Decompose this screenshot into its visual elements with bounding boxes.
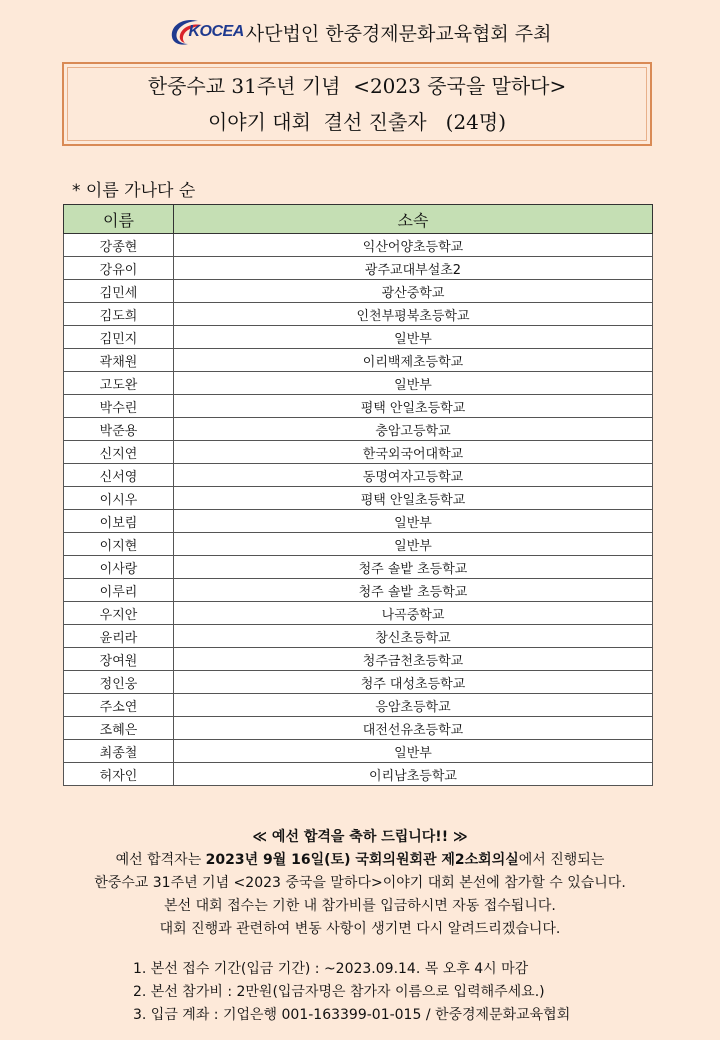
notice-line-1 [0,849,720,872]
finalist-affiliation: 일반부 [174,510,653,533]
finalist-name: 고도완 [64,372,174,395]
finalist-affiliation: 일반부 [174,326,653,349]
table-row [64,648,653,671]
table-row [64,418,653,441]
finalist-affiliation: 광주교대부설초2 [174,257,653,280]
finalist-name: 주소연 [64,694,174,717]
finalist-affiliation: 대전선유초등학교 [174,717,653,740]
table-row [64,579,653,602]
notice-line-2: 한중수교 31주년 기념 <2023 중국을 말하다>이야기 대회 본선에 참가할 수 있습니다. [94,875,626,891]
table-row [64,694,653,717]
title-box [62,62,652,146]
finalist-affiliation: 평택 안일초등학교 [174,395,653,418]
page-header [0,12,720,52]
finalist-affiliation: 익산어양초등학교 [174,234,653,257]
finalist-name: 윤리라 [64,625,174,648]
finalist-name: 조혜은 [64,717,174,740]
table-row [64,395,653,418]
table-row [64,602,653,625]
notice-section [0,826,720,941]
table-row [64,717,653,740]
finalist-affiliation: 청주 솔밭 초등학교 [174,579,653,602]
host-organization: 사단법인 한중경제문화교육협회 주최 [245,22,552,45]
finalist-affiliation: 이리남초등학교 [174,763,653,786]
finalist-affiliation: 광산중학교 [174,280,653,303]
finalist-name: 신지연 [64,441,174,464]
finalist-name: 김민지 [64,326,174,349]
finalist-affiliation: 응암초등학교 [174,694,653,717]
finalist-affiliation: 한국외국어대학교 [174,441,653,464]
table-row [64,763,653,786]
table-row [64,326,653,349]
finalist-affiliation: 청주금천초등학교 [174,648,653,671]
finalist-affiliation: 이리백제초등학교 [174,349,653,372]
table-row [64,464,653,487]
event-date-location: 2023년 9월 16일(토) 국회의원회관 제2소회의실 [205,852,519,868]
finalist-name: 이사랑 [64,556,174,579]
finalist-affiliation: 창신초등학교 [174,625,653,648]
sort-note: * 이름 가나다 순 [72,181,196,201]
table-row [64,625,653,648]
finalist-name: 최종철 [64,740,174,763]
table-row [64,280,653,303]
table-row [64,740,653,763]
finalist-name: 신서영 [64,464,174,487]
title-line-2: 이야기 대회 결선 진출자 (24명) [207,110,507,134]
finalist-name: 이보림 [64,510,174,533]
column-header-affiliation: 소속 [174,205,653,234]
title-line-1: 한중수교 31주년 기념 <2023 중국을 말하다> [147,74,567,98]
finalist-name: 김민세 [64,280,174,303]
finalists-table [63,204,653,786]
table-row [64,349,653,372]
notice-line-4: 대회 진행과 관련하여 변동 사항이 생기면 다시 알려드리겠습니다. [159,921,561,937]
finalist-name: 정인웅 [64,671,174,694]
table-row [64,372,653,395]
logo-text: KOCEA [188,23,244,40]
finalist-affiliation: 일반부 [174,372,653,395]
table-row [64,487,653,510]
finalist-affiliation: 충암고등학교 [174,418,653,441]
finalist-name: 박수린 [64,395,174,418]
finalist-name: 김도희 [64,303,174,326]
table-row [64,533,653,556]
table-row [64,510,653,533]
finalist-affiliation: 평택 안일초등학교 [174,487,653,510]
table-row [64,303,653,326]
finalist-name: 곽채원 [64,349,174,372]
finalist-name: 이시우 [64,487,174,510]
kocea-logo [168,17,243,47]
finalist-affiliation: 청주 솔밭 초등학교 [174,556,653,579]
table-header-row [64,205,653,234]
notice-line-1-pre: 예선 합격자는 [115,852,206,868]
info-item-registration-period: 1. 본선 접수 기간(입금 기간) : ~2023.09.14. 목 오후 4시 마감 [133,961,529,977]
notice-line-1-post: 에서 진행되는 [518,852,605,868]
finalist-name: 이루리 [64,579,174,602]
finalist-name: 박준용 [64,418,174,441]
finalist-name: 강유이 [64,257,174,280]
info-list [133,958,570,1027]
column-header-name: 이름 [64,205,174,234]
finalist-affiliation: 일반부 [174,740,653,763]
info-item-bank-account: 3. 입금 계좌 : 기업은행 001-163399-01-015 / 한중경제문화교육협회 [133,1007,571,1023]
table-row [64,671,653,694]
finalist-name: 이지현 [64,533,174,556]
finalist-affiliation: 인천부평북초등학교 [174,303,653,326]
finalist-affiliation: 일반부 [174,533,653,556]
finalist-name: 허자인 [64,763,174,786]
info-item-fee: 2. 본선 참가비 : 2만원(입금자명은 참가자 이름으로 입력해주세요.) [133,984,545,1000]
finalist-affiliation: 나곡중학교 [174,602,653,625]
finalist-affiliation: 청주 대성초등학교 [174,671,653,694]
table-row [64,441,653,464]
table-row [64,257,653,280]
finalist-name: 강종현 [64,234,174,257]
table-row [64,234,653,257]
table-row [64,556,653,579]
finalist-name: 우지안 [64,602,174,625]
finalist-name: 장여원 [64,648,174,671]
congrats-line: ≪ 예선 합격을 축하 드립니다!! ≫ [252,829,468,845]
finalist-affiliation: 동명여자고등학교 [174,464,653,487]
notice-line-3: 본선 대회 접수는 기한 내 참가비를 입금하시면 자동 접수됩니다. [164,898,556,914]
